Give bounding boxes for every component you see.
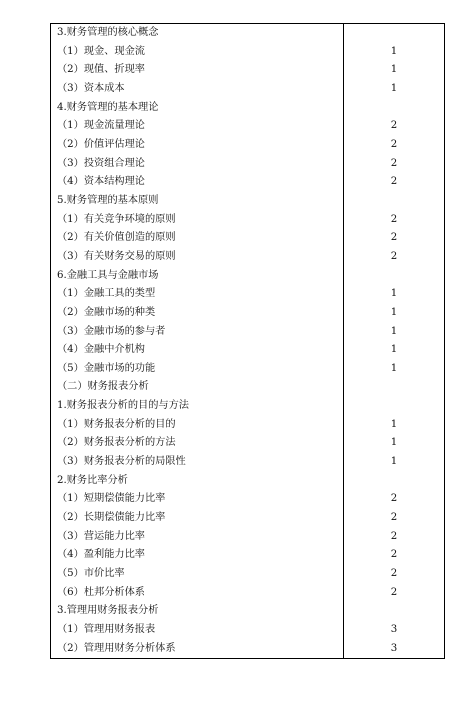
level-cell: 1 [390, 325, 398, 337]
topic-cell: （4）资本结构理论 [51, 173, 344, 192]
table-row [51, 546, 445, 565]
topic-cell: 2.财务比率分析 [51, 472, 344, 491]
topic-cell: 3.管理用财务报表分析 [51, 602, 344, 621]
table-row [51, 117, 445, 136]
table-body [51, 24, 445, 659]
topic-cell: （1）金融工具的类型 [51, 285, 344, 304]
table-row [51, 416, 445, 435]
table-row [51, 267, 445, 286]
level-cell: 2 [390, 138, 398, 150]
table-row [51, 360, 445, 379]
level-cell: 2 [390, 493, 398, 505]
level-cell [344, 378, 445, 397]
table-row [51, 640, 445, 659]
topic-cell: （2）有关价值创造的原则 [51, 229, 344, 248]
topic-cell: （3）金融市场的参与者 [51, 323, 344, 342]
level-cell: 2 [390, 250, 398, 262]
level-cell [344, 472, 445, 491]
table-row [51, 323, 445, 342]
topic-cell: （4）盈利能力比率 [51, 546, 344, 565]
level-cell: 2 [390, 157, 398, 169]
table-row [51, 248, 445, 267]
level-cell: 1 [390, 64, 398, 76]
topic-cell: （6）杜邦分析体系 [51, 584, 344, 603]
level-cell: 1 [390, 288, 398, 300]
table-row [51, 621, 445, 640]
table-row [51, 341, 445, 360]
topic-cell: （2）管理用财务分析体系 [51, 640, 344, 659]
level-cell: 2 [390, 530, 398, 542]
topic-cell: （2）金融市场的种类 [51, 304, 344, 323]
table-row [51, 285, 445, 304]
topic-cell: （4）金融中介机构 [51, 341, 344, 360]
table-row [51, 528, 445, 547]
topic-cell: （2）长期偿债能力比率 [51, 509, 344, 528]
table-row [51, 229, 445, 248]
topic-cell: （1）有关竞争环境的原则 [51, 211, 344, 230]
level-cell [344, 602, 445, 621]
syllabus-table [50, 23, 445, 659]
level-cell: 1 [390, 418, 398, 430]
table-row [51, 61, 445, 80]
topic-cell: （2）财务报表分析的方法 [51, 434, 344, 453]
topic-cell: （1）现金流量理论 [51, 117, 344, 136]
table-row [51, 304, 445, 323]
level-cell: 1 [390, 45, 398, 57]
topic-cell: 5.财务管理的基本原则 [51, 192, 344, 211]
level-cell: 1 [390, 306, 398, 318]
table-row [51, 173, 445, 192]
table-row [51, 136, 445, 155]
topic-cell: 1.财务报表分析的目的与方法 [51, 397, 344, 416]
table-row [51, 565, 445, 584]
level-cell [344, 192, 445, 211]
topic-cell: （1）现金、现金流 [51, 43, 344, 62]
level-cell: 2 [390, 176, 398, 188]
topic-cell: （3）投资组合理论 [51, 155, 344, 174]
table-row [51, 155, 445, 174]
table-row [51, 192, 445, 211]
level-cell: 1 [390, 82, 398, 94]
table-row [51, 378, 445, 397]
topic-cell: 4.财务管理的基本理论 [51, 99, 344, 118]
table-row [51, 99, 445, 118]
table-row [51, 24, 445, 43]
table-row [51, 434, 445, 453]
table-row [51, 472, 445, 491]
table-row [51, 80, 445, 99]
topic-cell: （5）市价比率 [51, 565, 344, 584]
level-cell: 1 [390, 344, 398, 356]
level-cell: 1 [390, 437, 398, 449]
level-cell: 3 [390, 624, 398, 635]
topic-cell: 6.金融工具与金融市场 [51, 267, 344, 286]
topic-cell: （5）金融市场的功能 [51, 360, 344, 379]
table-row [51, 453, 445, 472]
topic-cell: （1）短期偿债能力比率 [51, 490, 344, 509]
table-row [51, 43, 445, 62]
table-row [51, 509, 445, 528]
topic-cell: （3）财务报表分析的局限性 [51, 453, 344, 472]
table-row [51, 602, 445, 621]
topic-cell: 3.财务管理的核心概念 [51, 24, 344, 43]
level-cell: 2 [390, 568, 398, 580]
level-cell [344, 397, 445, 416]
level-cell [344, 99, 445, 118]
table-row [51, 490, 445, 509]
topic-cell: （3）有关财务交易的原则 [51, 248, 344, 267]
level-cell [344, 24, 445, 43]
topic-cell: （1）财务报表分析的目的 [51, 416, 344, 435]
topic-cell: （2）价值评估理论 [51, 136, 344, 155]
level-cell: 2 [390, 549, 398, 561]
table-row [51, 397, 445, 416]
level-cell: 1 [390, 456, 398, 468]
topic-cell: （2）现值、折现率 [51, 61, 344, 80]
topic-cell: （二）财务报表分析 [51, 378, 344, 397]
level-cell: 2 [390, 232, 398, 244]
topic-cell: （3）营运能力比率 [51, 528, 344, 547]
level-cell: 2 [390, 120, 398, 132]
topic-cell: （1）管理用财务报表 [51, 621, 344, 640]
level-cell: 2 [390, 586, 398, 598]
level-cell: 2 [390, 213, 398, 225]
topic-cell: （3）资本成本 [51, 80, 344, 99]
level-cell: 2 [390, 512, 398, 524]
table-row [51, 211, 445, 230]
table-row [51, 584, 445, 603]
level-cell: 3 [390, 642, 398, 654]
level-cell [344, 267, 445, 286]
level-cell: 1 [390, 362, 398, 374]
